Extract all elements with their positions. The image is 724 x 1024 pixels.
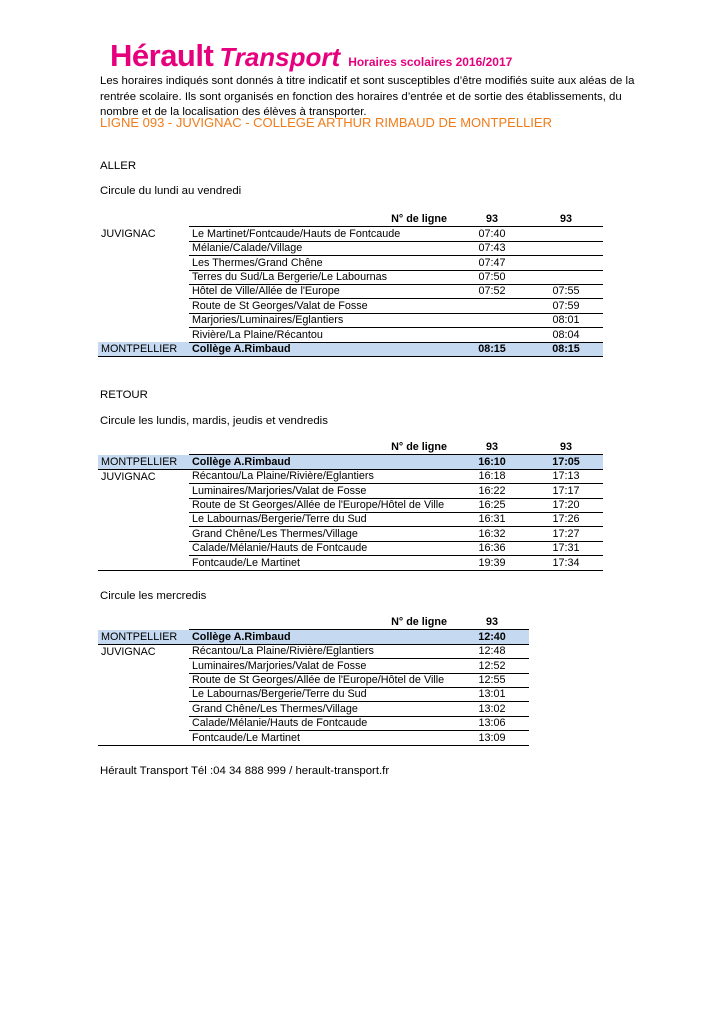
line-number: 93 bbox=[455, 616, 529, 630]
stop-cell: Grand Chêne/Les Thermes/Village bbox=[189, 702, 455, 716]
stop-cell: Mélanie/Calade/Village bbox=[189, 241, 455, 255]
stop-cell: Route de St Georges/Valat de Fosse bbox=[189, 299, 455, 313]
stop-cell: Récantou/La Plaine/Rivière/Eglantiers bbox=[189, 644, 455, 658]
stop-cell: Route de St Georges/Allée de l'Europe/Hôtel de Ville bbox=[189, 498, 455, 512]
table-row bbox=[98, 541, 603, 555]
time-cell: 08:01 bbox=[529, 313, 603, 327]
line-number: 93 bbox=[455, 213, 529, 227]
time-cell: 16:32 bbox=[455, 527, 529, 541]
table-row bbox=[98, 527, 603, 541]
stop-cell: Hôtel de Ville/Allée de l'Europe bbox=[189, 284, 455, 298]
stop-cell: Le Labournas/Bergerie/Terre du Sud bbox=[189, 512, 455, 526]
table-row bbox=[98, 630, 529, 644]
table-header-row bbox=[98, 616, 529, 630]
city-cell bbox=[98, 256, 189, 270]
time-cell bbox=[455, 328, 529, 342]
city-cell bbox=[98, 484, 189, 498]
table-row bbox=[98, 299, 603, 313]
stop-cell: Terres du Sud/La Bergerie/Le Labournas bbox=[189, 270, 455, 284]
header-blank bbox=[98, 213, 189, 227]
time-cell: 07:47 bbox=[455, 256, 529, 270]
time-cell: 07:59 bbox=[529, 299, 603, 313]
aller-label: ALLER bbox=[100, 160, 137, 172]
city-cell bbox=[98, 527, 189, 541]
stop-cell: Fontcaude/Le Martinet bbox=[189, 556, 455, 570]
line-number-header: N° de ligne bbox=[189, 213, 455, 227]
time-cell: 13:06 bbox=[455, 716, 529, 730]
time-cell: 08:15 bbox=[455, 342, 529, 356]
retour-label: RETOUR bbox=[100, 389, 148, 401]
time-cell: 08:15 bbox=[529, 342, 603, 356]
time-cell bbox=[455, 299, 529, 313]
stop-cell: Calade/Mélanie/Hauts de Fontcaude bbox=[189, 541, 455, 555]
table-row bbox=[98, 256, 603, 270]
table-row bbox=[98, 702, 529, 716]
table-row bbox=[98, 270, 603, 284]
time-cell: 16:10 bbox=[455, 455, 529, 469]
line-number: 93 bbox=[455, 441, 529, 455]
time-cell: 17:27 bbox=[529, 527, 603, 541]
footer-contact: Hérault Transport Tél :04 34 888 999 / herault-transport.fr bbox=[100, 765, 390, 777]
time-cell: 17:13 bbox=[529, 469, 603, 483]
stop-cell: Fontcaude/Le Martinet bbox=[189, 731, 455, 745]
city-cell bbox=[98, 270, 189, 284]
table-row bbox=[98, 484, 603, 498]
city-cell bbox=[98, 241, 189, 255]
city-cell bbox=[98, 556, 189, 570]
stop-cell: Le Martinet/Fontcaude/Hauts de Fontcaude bbox=[189, 227, 455, 241]
aller-days: Circule du lundi au vendredi bbox=[100, 185, 242, 197]
city-cell bbox=[98, 731, 189, 745]
mercredi-days: Circule les mercredis bbox=[100, 590, 207, 602]
brand-sub: Transport bbox=[219, 42, 341, 72]
city-cell: MONTPELLIER bbox=[98, 342, 189, 356]
mercredi-schedule-table bbox=[98, 616, 529, 746]
city-cell bbox=[98, 687, 189, 701]
time-cell: 17:17 bbox=[529, 484, 603, 498]
time-cell: 17:05 bbox=[529, 455, 603, 469]
table-row bbox=[98, 644, 529, 658]
city-cell bbox=[98, 284, 189, 298]
time-cell bbox=[455, 313, 529, 327]
time-cell bbox=[529, 241, 603, 255]
table-row bbox=[98, 498, 603, 512]
stop-cell: Collège A.Rimbaud bbox=[189, 342, 455, 356]
time-cell bbox=[529, 270, 603, 284]
line-number: 93 bbox=[529, 213, 603, 227]
time-cell bbox=[529, 227, 603, 241]
stop-cell: Luminaires/Marjories/Valat de Fosse bbox=[189, 659, 455, 673]
line-number: 93 bbox=[529, 441, 603, 455]
time-cell: 07:40 bbox=[455, 227, 529, 241]
table-row bbox=[98, 716, 529, 730]
intro-text: Les horaires indiqués sont donnés à titre indicatif et sont susceptibles d’être modifiés suite aux aléas de la rentrée scolaire. Ils sont organisés en fonction des horaires d’entrée et de sortie des établissements, du nombre et de la localisation des élèves à transporter. bbox=[100, 75, 635, 118]
table-row bbox=[98, 731, 529, 745]
table-row bbox=[98, 455, 603, 469]
time-cell: 17:34 bbox=[529, 556, 603, 570]
line-number-header: N° de ligne bbox=[189, 441, 455, 455]
header-blank bbox=[98, 616, 189, 630]
stop-cell: Grand Chêne/Les Thermes/Village bbox=[189, 527, 455, 541]
stop-cell: Récantou/La Plaine/Rivière/Eglantiers bbox=[189, 469, 455, 483]
city-cell: JUVIGNAC bbox=[101, 645, 156, 658]
city-cell: JUVIGNAC bbox=[101, 470, 156, 483]
city-cell: MONTPELLIER bbox=[98, 455, 189, 469]
city-cell bbox=[98, 512, 189, 526]
city-cell bbox=[98, 659, 189, 673]
page-subtitle: Horaires scolaires 2016/2017 bbox=[348, 55, 513, 69]
city-cell bbox=[98, 673, 189, 687]
header-blank bbox=[98, 441, 189, 455]
table-row bbox=[98, 241, 603, 255]
city-cell bbox=[98, 716, 189, 730]
table-row bbox=[98, 313, 603, 327]
time-cell: 12:55 bbox=[455, 673, 529, 687]
city-cell bbox=[98, 498, 189, 512]
table-row bbox=[98, 512, 603, 526]
city-cell bbox=[98, 328, 189, 342]
brand-header bbox=[110, 38, 512, 74]
line-number-header: N° de ligne bbox=[189, 616, 455, 630]
time-cell: 07:50 bbox=[455, 270, 529, 284]
time-cell: 13:02 bbox=[455, 702, 529, 716]
stop-cell: Les Thermes/Grand Chêne bbox=[189, 256, 455, 270]
time-cell: 19:39 bbox=[455, 556, 529, 570]
aller-schedule-table bbox=[98, 213, 603, 357]
time-cell: 17:31 bbox=[529, 541, 603, 555]
time-cell: 13:09 bbox=[455, 731, 529, 745]
table-row bbox=[98, 659, 529, 673]
table-row bbox=[98, 328, 603, 342]
stop-cell: Marjories/Luminaires/Eglantiers bbox=[189, 313, 455, 327]
line-title: LIGNE 093 - JUVIGNAC - COLLEGE ARTHUR RIMBAUD DE MONTPELLIER bbox=[100, 115, 552, 130]
table-row bbox=[98, 284, 603, 298]
time-cell: 07:43 bbox=[455, 241, 529, 255]
table-header-row bbox=[98, 213, 603, 227]
city-cell: MONTPELLIER bbox=[98, 630, 189, 644]
time-cell: 16:22 bbox=[455, 484, 529, 498]
time-cell: 16:18 bbox=[455, 469, 529, 483]
time-cell: 17:20 bbox=[529, 498, 603, 512]
time-cell: 12:48 bbox=[455, 644, 529, 658]
stop-cell: Luminaires/Marjories/Valat de Fosse bbox=[189, 484, 455, 498]
time-cell: 13:01 bbox=[455, 687, 529, 701]
time-cell: 16:31 bbox=[455, 512, 529, 526]
table-row bbox=[98, 673, 529, 687]
table-row bbox=[98, 687, 529, 701]
stop-cell: Collège A.Rimbaud bbox=[189, 630, 455, 644]
retour-days: Circule les lundis, mardis, jeudis et vendredis bbox=[100, 415, 328, 427]
time-cell: 16:25 bbox=[455, 498, 529, 512]
stop-cell: Le Labournas/Bergerie/Terre du Sud bbox=[189, 687, 455, 701]
table-row bbox=[98, 556, 603, 570]
time-cell: 17:26 bbox=[529, 512, 603, 526]
table-header-row bbox=[98, 441, 603, 455]
stop-cell: Rivière/La Plaine/Récantou bbox=[189, 328, 455, 342]
table-row bbox=[98, 227, 603, 241]
city-cell bbox=[98, 541, 189, 555]
table-row bbox=[98, 342, 603, 356]
retour-schedule-table bbox=[98, 441, 603, 571]
time-cell: 12:52 bbox=[455, 659, 529, 673]
time-cell: 08:04 bbox=[529, 328, 603, 342]
table-row bbox=[98, 469, 603, 483]
time-cell: 12:40 bbox=[455, 630, 529, 644]
time-cell: 07:52 bbox=[455, 284, 529, 298]
city-cell bbox=[98, 702, 189, 716]
city-cell: JUVIGNAC bbox=[101, 228, 156, 241]
city-cell bbox=[98, 313, 189, 327]
time-cell: 16:36 bbox=[455, 541, 529, 555]
city-cell bbox=[98, 299, 189, 313]
brand-main: Hérault bbox=[110, 38, 214, 73]
stop-cell: Calade/Mélanie/Hauts de Fontcaude bbox=[189, 716, 455, 730]
stop-cell: Collège A.Rimbaud bbox=[189, 455, 455, 469]
time-cell bbox=[529, 256, 603, 270]
time-cell: 07:55 bbox=[529, 284, 603, 298]
stop-cell: Route de St Georges/Allée de l'Europe/Hôtel de Ville bbox=[189, 673, 455, 687]
